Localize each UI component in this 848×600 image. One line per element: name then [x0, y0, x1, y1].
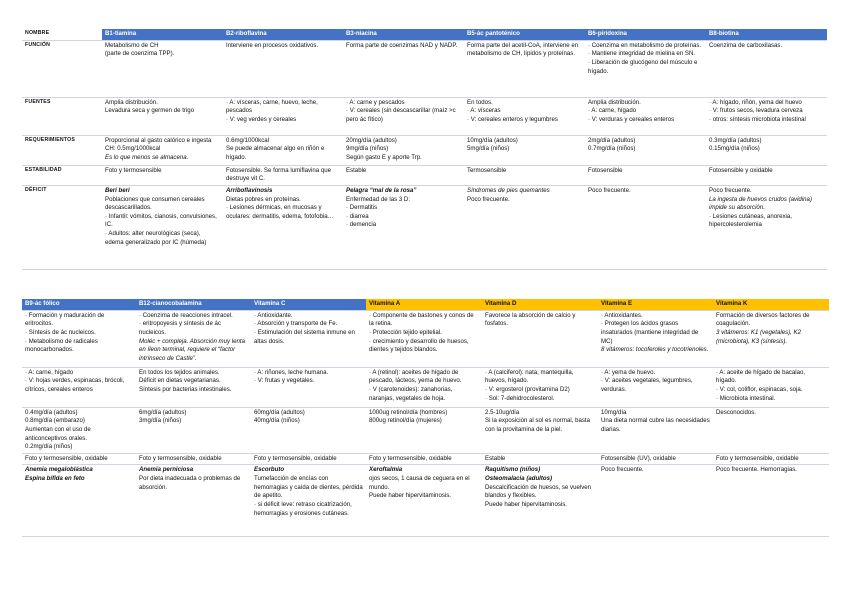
table-cell — [713, 310, 829, 367]
row-deficit — [22, 465, 829, 537]
cell-line: ojos secos, 1 causa de ceguera en el mundo. — [369, 475, 472, 491]
cell-line: Se puede almacenar algo en riñón e hígado. — [226, 145, 326, 161]
cell-line: Pelagra “mal de la rosa” — [346, 186, 417, 194]
table-cell — [223, 165, 343, 185]
row-estabilidad — [22, 165, 827, 185]
cell-line: 3mg/día (niños) — [139, 417, 182, 425]
cell-line: · eritropoyesis y síntesis de ác nucleicos. — [139, 320, 223, 336]
cell-line: · Antioxidantes. — [601, 311, 643, 319]
cell-line: 0.7mg/día (niños) — [588, 145, 636, 153]
cell-line: En todos. — [467, 98, 493, 106]
col-header: B12-cianocobalamina — [136, 299, 251, 310]
table-cell — [343, 165, 464, 185]
header-row — [22, 29, 827, 40]
table-cell — [585, 135, 706, 165]
cell-line: 800ug retinol/día (mujeres) — [369, 417, 442, 425]
cell-line: · otros: síntesis microbiota intestinal — [709, 115, 806, 123]
cell-line: La ingesta de huevos crudos (avidina) impide su absorción. — [709, 195, 814, 212]
row-requerimientos — [22, 135, 827, 165]
row-fuentes — [22, 97, 827, 135]
cell-line: · V: hojas verdes, espinacas, brócoli, cítricos, cereales enteros — [25, 377, 127, 393]
cell-line: · diarrea — [346, 212, 369, 220]
table-cell — [251, 310, 366, 367]
cell-line: Puede haber hipervitaminosis. — [369, 492, 451, 500]
table-cell — [585, 97, 706, 135]
cell-line: Metabolismo de CH — [105, 41, 159, 49]
table-cell — [366, 310, 482, 367]
table-cell — [482, 407, 598, 453]
cell-line: Desconocidos. — [716, 408, 756, 416]
cell-line: · Formación y maduración de eritrocitos. — [25, 311, 106, 328]
row-funcion — [22, 310, 829, 367]
cell-line: · Antioxidante. — [254, 311, 293, 319]
cell-line: Proporcional al gasto calórico e ingesta CH: 0.5mg/1000kcal — [105, 136, 214, 153]
table-cell — [22, 465, 136, 537]
cell-line: · demencia — [346, 221, 377, 229]
cell-line: · Coenzima en metabolismo de proteínas. — [588, 41, 702, 49]
table-cell — [22, 310, 136, 367]
col-header: B6-piridoxina — [585, 29, 706, 40]
col-header: Vitamina E — [598, 299, 713, 310]
cell-line: Síntesis por bacterias intestinales. — [139, 385, 232, 393]
cell-line: · V: frutas y vegetales. — [254, 377, 315, 385]
table-cell — [366, 407, 482, 453]
cell-line: Poco frecuente. Hemorragias. — [716, 466, 797, 474]
cell-line: Forma parte del acetil-CoA, interviene en metabolismo de CH, lípidos y proteínas. — [467, 41, 580, 58]
cell-line: 9mg/día (niños) — [346, 145, 389, 153]
col-header: B2-riboflavina — [223, 29, 343, 40]
cell-line: · Componente de bastones y conos de la retina. — [369, 311, 476, 328]
cell-line: · crecimiento y desarrollo de huesos, dientes y tejidos blandos. — [369, 337, 471, 354]
cell-line: Síndromes de pies quemantes — [467, 186, 550, 194]
cell-line: · A (retinol): aceites de hígado de pescado, lácteos, yema de huevo. — [369, 368, 462, 385]
cell-line: · Síntesis de ác nucleicos. — [25, 328, 96, 336]
cell-line: Enfermedad de las 3 D: — [346, 195, 411, 203]
cell-line: · Metabolismo de radicales monocarbonados. — [25, 337, 100, 354]
cell-line: Arriboflavinosis — [226, 186, 273, 194]
cell-line: Coenzima de carboxilasas. — [709, 41, 783, 49]
cell-line: Según gasto E y aporte Trp. — [346, 153, 422, 161]
cell-line: Osteomalacia (adultos) — [485, 475, 553, 483]
table-cell — [102, 185, 223, 269]
cell-line: · V: ergosterol (provitamina D2) — [485, 385, 570, 393]
cell-line: Estable — [346, 166, 367, 174]
table-cell — [136, 453, 251, 465]
cell-line: Poco frecuente. — [467, 195, 510, 203]
table-cell — [343, 97, 464, 135]
table-cell — [136, 407, 251, 453]
cell-line: · Absorción y transporte de Fe. — [254, 320, 338, 328]
cell-line: · V (carotenoides): zanahorias, naranjas, vegetales de hoja. — [369, 385, 455, 402]
cell-line: · Microbiota intestinal. — [716, 394, 776, 402]
table-cell — [585, 40, 706, 97]
col-header: Vitamina C — [251, 299, 366, 310]
col-header: B9-ác fólico — [22, 299, 136, 310]
row-deficit — [22, 185, 827, 269]
cell-line: Puede haber hipervitaminosis. — [485, 501, 567, 509]
cell-line: 0.8mg/día (embarazo) — [25, 417, 85, 425]
cell-line: Foto y termosensible — [105, 166, 162, 174]
table-cell — [102, 40, 223, 97]
col-header: Vitamina K — [713, 299, 829, 310]
table-cell — [251, 407, 366, 453]
table-cell — [136, 465, 251, 537]
row-label: ESTABILIDAD — [22, 165, 102, 185]
col-header: B1-tiamina — [102, 29, 223, 40]
cell-line: Levadura seca y germen de trigo — [105, 107, 195, 115]
cell-line: Tumefacción de encías con hemorragias y caída de dientes, pérdida de apetito. — [254, 475, 365, 500]
cell-line: · si déficit leve: retraso cicatrización, hemorragias y erosiones cutáneas. — [254, 501, 354, 517]
cell-line: 0.2mg/día (niños) — [25, 443, 73, 451]
cell-line: Foto y termosensible, oxidable — [25, 454, 108, 462]
row-estabilidad — [22, 453, 829, 465]
col-header: Vitamina D — [482, 299, 598, 310]
cell-line: 60mg/día (adultos) — [254, 408, 305, 416]
row-label-nombre: NOMBRE — [22, 29, 102, 40]
cell-line: Aumentan con el uso de anticonceptivos orales. — [25, 425, 93, 442]
table-cell — [482, 453, 598, 465]
row-label: FUENTES — [22, 97, 102, 135]
table-cell — [713, 367, 829, 407]
table-cell — [366, 465, 482, 537]
table-cell — [482, 310, 598, 367]
cell-line: · Adultos: alter neurológicas (seca), edema generalizado por IC (húmeda) — [105, 230, 207, 246]
cell-line: Amplia distribución. — [588, 98, 641, 106]
table-cell — [585, 165, 706, 185]
cell-line: Amplia distribución. — [105, 98, 158, 106]
cell-line: Fotosensible — [588, 166, 623, 174]
table-cell — [366, 367, 482, 407]
cell-line: Anemia perniciosa — [139, 466, 194, 474]
table-cell — [585, 185, 706, 269]
table-cell — [136, 367, 251, 407]
cell-line: 0.4mg/día (adultos) — [25, 408, 78, 416]
table-b-vitamins-and-fat-soluble — [22, 299, 829, 537]
table-cell — [598, 367, 713, 407]
cell-line: Fotosensible. Se forma lumiflavina que destruye vit C. — [226, 166, 333, 183]
cell-line: Si la exposición al sol es normal, basta con la provitamina de la piel. — [485, 417, 592, 433]
cell-line: Formación de diversos factores de coagulación. — [716, 311, 812, 328]
cell-line: Poblaciones que consumen cereales descascarillados. — [105, 195, 207, 212]
cell-line: Dietas pobres en proteínas. — [226, 195, 301, 203]
cell-line: En todos los tejidos animales. — [139, 368, 220, 376]
table-cell — [706, 165, 827, 185]
table-cell — [482, 367, 598, 407]
cell-line: Moléc + compleja. Absorción muy lenta en íleon terminal, requiere el “factor intrínseco de Castle”. — [139, 337, 247, 362]
table-cell — [22, 407, 136, 453]
cell-line: 0.6mg/1000kcal — [226, 136, 270, 144]
row-label: FUNCIÓN — [22, 40, 102, 97]
row-fuentes — [22, 367, 829, 407]
col-header: B8-biotina — [706, 29, 827, 40]
table-cell — [251, 367, 366, 407]
cell-line: Poco frecuente. — [601, 466, 644, 474]
cell-line: 10mg/día — [601, 408, 627, 416]
table-cell — [598, 465, 713, 537]
cell-line: Una dieta normal cubre las necesidades diarias. — [601, 417, 712, 433]
cell-line: 2mg/día (adultos) — [588, 136, 636, 144]
col-header: Vitamina A — [366, 299, 482, 310]
table-cell — [22, 453, 136, 465]
table-cell — [251, 453, 366, 465]
row-requerimientos — [22, 407, 829, 453]
row-label: DÉFICIT — [22, 185, 102, 269]
cell-line: Favorece la absorción de calcio y fosfatos. — [485, 311, 578, 328]
cell-line: (parte de coenzima TPP). — [105, 50, 175, 58]
cell-line: · Lesiones cutáneas, anorexia, hipercolesterolemia — [709, 212, 794, 229]
header-row — [22, 299, 829, 310]
table-cell — [598, 407, 713, 453]
table-cell — [482, 465, 598, 537]
table-cell — [464, 185, 585, 269]
cell-line: · V: veg verdes y cereales — [226, 115, 297, 123]
cell-line: Escorbuto — [254, 466, 285, 474]
cell-line: Descalcificación de huesos, se vuelven blandos y flexibles. — [485, 483, 593, 500]
table-cell — [464, 165, 585, 185]
cell-line: Espina bífida en feto — [25, 475, 85, 483]
cell-line: 10mg/día (adultos) — [467, 136, 518, 144]
cell-line: · A: vísceras, carne, huevo, leche, pescados — [226, 98, 320, 115]
cell-line: · A (calciferol): nata, mantequilla, huevos, hígado. — [485, 368, 576, 385]
cell-line: Estable — [485, 454, 506, 462]
col-header: B3-niacina — [343, 29, 464, 40]
table-cell — [223, 97, 343, 135]
cell-line: Es lo que menos se almacena. — [105, 153, 189, 161]
cell-line: Beri beri — [105, 186, 130, 194]
cell-line: · Lesiones dérmicas, en mucosas y oculares: dermatitis, edema, fotofobia… — [226, 204, 334, 220]
cell-line: Por dieta inadecuada o problemas de absorción. — [139, 475, 242, 491]
cell-line: 20mg/día (adultos) — [346, 136, 397, 144]
table-cell — [22, 367, 136, 407]
cell-line: Fotosensible y oxidable — [709, 166, 773, 174]
cell-line: Foto y termosensible, oxidable — [716, 454, 799, 462]
table-cell — [343, 40, 464, 97]
cell-line: · A: carne, hígado — [588, 107, 637, 115]
cell-line: Raquitismo (niños) — [485, 466, 541, 474]
cell-line: · V: aceites vegetales, legumbres, verduras. — [601, 377, 695, 393]
cell-line: · A: vísceras — [467, 107, 501, 115]
cell-line: · A: hígado, riñón, yema del huevo — [709, 98, 802, 106]
table-cell — [713, 407, 829, 453]
cell-line: · A: carne, hígado — [25, 368, 74, 376]
table-cell — [706, 135, 827, 165]
cell-line: · Coenzima de reacciones intracel. — [139, 311, 233, 319]
cell-line: 3 vitámeros: K1 (vegetales), K2 (microbiota), K3 (síntesis). — [716, 328, 803, 345]
cell-line: Poco frecuente. — [588, 186, 631, 194]
table-cell — [464, 97, 585, 135]
cell-line: · A: carne y pescados — [346, 98, 405, 106]
cell-line: 8 vitámeros: tocoferoles y tocotrienoles. — [601, 346, 709, 354]
cell-line: Fotosensible (UV), oxidable — [601, 454, 676, 462]
cell-line: 0.3mg/día (adultos) — [709, 136, 762, 144]
row-funcion — [22, 40, 827, 97]
cell-line: · Estimulación del sistema inmune en altas dosis. — [254, 328, 357, 345]
table-cell — [713, 453, 829, 465]
table-cell — [102, 135, 223, 165]
table-cell — [713, 465, 829, 537]
cell-line: · A: riñones, leche humana. — [254, 368, 329, 376]
col-header: B5-ác pantoténico — [464, 29, 585, 40]
cell-line: · A: yema de huevo. — [601, 368, 656, 376]
cell-line: 0.15mg/día (niños) — [709, 145, 760, 153]
table-cell — [102, 97, 223, 135]
cell-line: Interviene en procesos oxidativos. — [226, 41, 319, 49]
table-cell — [706, 40, 827, 97]
cell-line: Xeroftalmia — [369, 466, 403, 474]
cell-line: · V: frutos secos, levadura cerveza — [709, 107, 803, 115]
cell-line: · Mantiene integridad de mielina en SN. — [588, 50, 696, 58]
cell-line: 5mg/día (niños) — [467, 145, 510, 153]
cell-line: Anemia megaloblástica — [25, 466, 93, 474]
cell-line: 2.5-10ug/día — [485, 408, 520, 416]
cell-line: 6mg/día (adultos) — [139, 408, 187, 416]
table-cell — [223, 185, 343, 269]
cell-line: Foto y termosensible, oxidable — [254, 454, 337, 462]
cell-line: · Protegen los ácidos grasos insaturados (mantiene integridad de MC) — [601, 320, 700, 345]
cell-line: Déficit en dietas vegetarianas. — [139, 377, 221, 385]
cell-line: · V: verduras y cereales enteros — [588, 115, 675, 123]
table-cell — [251, 465, 366, 537]
cell-line: · Infantil: vómitos, cianosis, convulsiones, IC. — [105, 212, 219, 229]
cell-line: · A: aceite de hígado de bacalao, hígado. — [716, 368, 807, 385]
table-cell — [366, 453, 482, 465]
table-cell — [223, 40, 343, 97]
table-cell — [343, 135, 464, 165]
table-cell — [598, 310, 713, 367]
table-cell — [136, 310, 251, 367]
cell-line: Foto y termosensible, oxidable — [139, 454, 222, 462]
cell-line: · Sol: 7-dehidrocolesterol. — [485, 394, 555, 402]
cell-line: Termosensible — [467, 166, 507, 174]
cell-line: Poco frecuente. — [709, 186, 752, 194]
cell-line: 1000ug retinol/día (hombres) — [369, 408, 448, 416]
cell-line: Foto y termosensible, oxidable — [369, 454, 452, 462]
cell-line: Forma parte de coenzimas NAD y NADP. — [346, 41, 458, 49]
cell-line: · Protección tejido epitelial. — [369, 328, 442, 336]
cell-line: · Dermatitis — [346, 204, 378, 212]
cell-line: · Liberación de glucógeno del músculo e hígado. — [588, 58, 700, 75]
cell-line: 40mg/día (niños) — [254, 417, 300, 425]
row-label: REQUERIMIENTOS — [22, 135, 102, 165]
table-b-vitamins — [22, 29, 827, 270]
table-cell — [598, 453, 713, 465]
cell-line: · V: cereales (sin descascarillar (maíz >c pero ác fítico) — [346, 107, 458, 123]
cell-line: · V: cereales enteros y legumbres — [467, 115, 558, 123]
table-cell — [464, 40, 585, 97]
table-cell — [706, 185, 827, 269]
table-cell — [464, 135, 585, 165]
table-cell — [343, 185, 464, 269]
table-cell — [223, 135, 343, 165]
cell-line: · V: col, coliflor, espinacas, soja. — [716, 385, 803, 393]
table-cell — [102, 165, 223, 185]
table-cell — [706, 97, 827, 135]
